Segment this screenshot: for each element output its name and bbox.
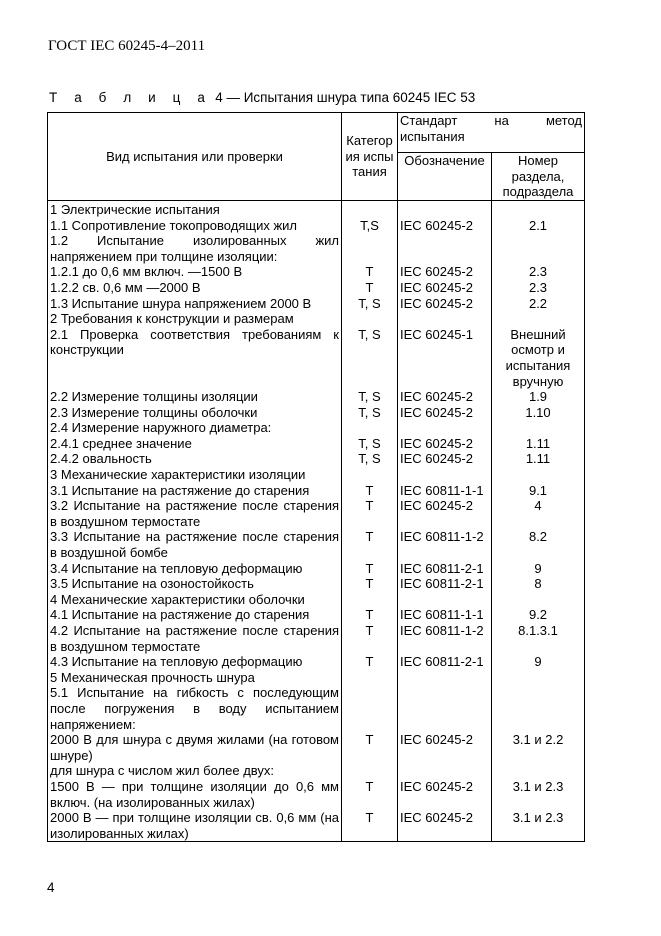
row-test-name: для шнура с числом жил более двух: bbox=[48, 763, 342, 779]
row-section: 1.10 bbox=[492, 405, 585, 421]
table-row bbox=[48, 451, 585, 467]
row-test-name: 1.1 Сопротивление токопроводящих жил bbox=[48, 218, 342, 234]
row-test-name: 3.5 Испытание на озоностойкость bbox=[48, 576, 342, 592]
header-standard bbox=[398, 113, 585, 153]
row-category: T, S bbox=[342, 451, 398, 467]
row-category: T bbox=[342, 623, 398, 654]
row-section bbox=[492, 685, 585, 732]
row-test-name: 1.2 Испытание изолированных жил напряжением при толщине изоляции: bbox=[48, 233, 342, 264]
row-section bbox=[492, 233, 585, 264]
row-section: 2.1 bbox=[492, 218, 585, 234]
table-row bbox=[48, 810, 585, 842]
row-section: 8 bbox=[492, 576, 585, 592]
row-designation: IEC 60811-2-1 bbox=[398, 561, 492, 577]
row-section: 1.11 bbox=[492, 436, 585, 452]
row-category bbox=[342, 670, 398, 686]
row-test-name: 4.1 Испытание на растяжение до старения bbox=[48, 607, 342, 623]
row-designation: IEC 60811-2-1 bbox=[398, 576, 492, 592]
row-test-name: 4.3 Испытание на тепловую деформацию bbox=[48, 654, 342, 670]
table-row bbox=[48, 763, 585, 779]
table-row bbox=[48, 280, 585, 296]
row-section: 1.9 bbox=[492, 389, 585, 405]
row-designation: IEC 60811-1-2 bbox=[398, 529, 492, 560]
table-row bbox=[48, 296, 585, 312]
table-row bbox=[48, 576, 585, 592]
header-designation: Обозначение bbox=[398, 153, 492, 201]
row-test-name: 3.1 Испытание на растяжение до старения bbox=[48, 483, 342, 499]
row-category bbox=[342, 763, 398, 779]
row-section: 4 bbox=[492, 498, 585, 529]
row-designation: IEC 60245-2 bbox=[398, 296, 492, 312]
table-row bbox=[48, 311, 585, 327]
row-category bbox=[342, 467, 398, 483]
table-row bbox=[48, 200, 585, 217]
row-test-name: 2.2 Измерение толщины изоляции bbox=[48, 389, 342, 405]
header-section-number: Номер раздела, подраздела bbox=[492, 153, 585, 201]
row-test-name: 2 Требования к конструкции и размерам bbox=[48, 311, 342, 327]
row-section: 9.1 bbox=[492, 483, 585, 499]
row-section: 2.3 bbox=[492, 280, 585, 296]
table-row bbox=[48, 467, 585, 483]
row-test-name: 2.3 Измерение толщины оболочки bbox=[48, 405, 342, 421]
table-row bbox=[48, 218, 585, 234]
row-designation: IEC 60245-1 bbox=[398, 327, 492, 389]
header-category: Категория испытания bbox=[342, 113, 398, 201]
row-designation: IEC 60245-2 bbox=[398, 451, 492, 467]
row-category: T bbox=[342, 576, 398, 592]
row-designation: IEC 60811-1-1 bbox=[398, 607, 492, 623]
header-test-kind: Вид испытания или проверки bbox=[48, 113, 342, 201]
table-row bbox=[48, 779, 585, 810]
row-test-name: 2.1 Проверка соответствия требованиям к конструкции bbox=[48, 327, 342, 389]
row-category: T bbox=[342, 498, 398, 529]
row-test-name: 2.4.1 среднее значение bbox=[48, 436, 342, 452]
row-designation: IEC 60245-2 bbox=[398, 436, 492, 452]
row-section: 3.1 и 2.3 bbox=[492, 779, 585, 810]
row-category bbox=[342, 592, 398, 608]
row-test-name: 1.3 Испытание шнура напряжением 2000 В bbox=[48, 296, 342, 312]
row-test-name: 5 Механическая прочность шнура bbox=[48, 670, 342, 686]
row-section: 3.1 и 2.3 bbox=[492, 810, 585, 842]
row-designation: IEC 60245-2 bbox=[398, 405, 492, 421]
row-test-name: 3.4 Испытание на тепловую деформацию bbox=[48, 561, 342, 577]
table-row bbox=[48, 607, 585, 623]
row-category: T bbox=[342, 561, 398, 577]
row-category: T bbox=[342, 654, 398, 670]
table-row bbox=[48, 592, 585, 608]
row-section bbox=[492, 670, 585, 686]
row-category: T bbox=[342, 779, 398, 810]
table-row bbox=[48, 264, 585, 280]
row-section bbox=[492, 420, 585, 436]
row-test-name: 4.2 Испытание на растяжение после старения в воздушном термостате bbox=[48, 623, 342, 654]
table-row bbox=[48, 389, 585, 405]
header-standard-word2: на bbox=[494, 113, 509, 128]
table-row bbox=[48, 654, 585, 670]
row-test-name: 2.4 Измерение наружного диаметра: bbox=[48, 420, 342, 436]
row-section bbox=[492, 200, 585, 217]
row-designation: IEC 60245-2 bbox=[398, 389, 492, 405]
row-test-name: 2000 В — при толщине изоляции св. 0,6 мм (на изолированных жилах) bbox=[48, 810, 342, 842]
table-caption bbox=[49, 90, 475, 105]
row-designation: IEC 60245-2 bbox=[398, 498, 492, 529]
table-caption-title: 4 — Испытания шнура типа 60245 IEC 53 bbox=[211, 90, 476, 105]
row-designation: IEC 60245-2 bbox=[398, 779, 492, 810]
row-test-name: 3.2 Испытание на растяжение после старения в воздушном термостате bbox=[48, 498, 342, 529]
row-designation bbox=[398, 592, 492, 608]
row-test-name: 3.3 Испытание на растяжение после старения в воздушной бомбе bbox=[48, 529, 342, 560]
row-designation: IEC 60811-1-2 bbox=[398, 623, 492, 654]
row-test-name: 2000 В для шнура с двумя жилами (на готовом шнуре) bbox=[48, 732, 342, 763]
row-section bbox=[492, 763, 585, 779]
table-row bbox=[48, 405, 585, 421]
row-test-name: 1.2.1 до 0,6 мм включ. —1500 В bbox=[48, 264, 342, 280]
row-test-name: 1.2.2 св. 0,6 мм —2000 В bbox=[48, 280, 342, 296]
row-designation: IEC 60245-2 bbox=[398, 280, 492, 296]
row-section bbox=[492, 592, 585, 608]
document-standard-id: ГОСТ IEC 60245-4–2011 bbox=[48, 38, 206, 54]
table-row bbox=[48, 685, 585, 732]
row-test-name: 4 Механические характеристики оболочки bbox=[48, 592, 342, 608]
tests-table bbox=[47, 112, 585, 842]
table-row bbox=[48, 498, 585, 529]
row-section: 1.11 bbox=[492, 451, 585, 467]
row-designation bbox=[398, 311, 492, 327]
row-category: T bbox=[342, 529, 398, 560]
row-designation: IEC 60811-1-1 bbox=[398, 483, 492, 499]
row-category: T, S bbox=[342, 327, 398, 389]
row-section: Внешний осмотр и испытания вручную bbox=[492, 327, 585, 389]
row-section: 2.2 bbox=[492, 296, 585, 312]
table-row bbox=[48, 233, 585, 264]
table-row bbox=[48, 327, 585, 389]
row-designation: IEC 60245-2 bbox=[398, 732, 492, 763]
row-test-name: 3 Механические характеристики изоляции bbox=[48, 467, 342, 483]
row-section: 9 bbox=[492, 654, 585, 670]
table-row bbox=[48, 561, 585, 577]
row-section: 2.3 bbox=[492, 264, 585, 280]
row-section bbox=[492, 467, 585, 483]
row-designation bbox=[398, 670, 492, 686]
header-standard-word3: метод bbox=[545, 113, 583, 128]
row-category: T bbox=[342, 280, 398, 296]
row-designation: IEC 60811-2-1 bbox=[398, 654, 492, 670]
row-section: 9 bbox=[492, 561, 585, 577]
row-category bbox=[342, 233, 398, 264]
row-category bbox=[342, 311, 398, 327]
table-row bbox=[48, 623, 585, 654]
row-category: T, S bbox=[342, 389, 398, 405]
row-category: T,S bbox=[342, 218, 398, 234]
table-row bbox=[48, 483, 585, 499]
row-category bbox=[342, 685, 398, 732]
row-test-name: 1 Электрические испытания bbox=[48, 200, 342, 217]
row-section bbox=[492, 311, 585, 327]
row-category bbox=[342, 420, 398, 436]
row-category: T bbox=[342, 810, 398, 842]
row-section: 8.2 bbox=[492, 529, 585, 560]
row-section: 8.1.3.1 bbox=[492, 623, 585, 654]
row-designation: IEC 60245-2 bbox=[398, 264, 492, 280]
row-designation: IEC 60245-2 bbox=[398, 810, 492, 842]
row-category: T bbox=[342, 264, 398, 280]
row-designation: IEC 60245-2 bbox=[398, 218, 492, 234]
row-category: T, S bbox=[342, 436, 398, 452]
row-test-name: 5.1 Испытание на гибкость с последующим после погружения в воду испытанием напряжением: bbox=[48, 685, 342, 732]
page-number: 4 bbox=[47, 880, 55, 895]
row-designation bbox=[398, 233, 492, 264]
row-designation bbox=[398, 467, 492, 483]
row-designation bbox=[398, 763, 492, 779]
row-designation bbox=[398, 685, 492, 732]
row-test-name: 2.4.2 овальность bbox=[48, 451, 342, 467]
row-category bbox=[342, 200, 398, 217]
row-section: 3.1 и 2.2 bbox=[492, 732, 585, 763]
row-category: T bbox=[342, 732, 398, 763]
row-test-name: 1500 В — при толщине изоляции до 0,6 мм включ. (на изолированных жилах) bbox=[48, 779, 342, 810]
header-standard-line2: испытания bbox=[400, 128, 465, 144]
row-category: T, S bbox=[342, 296, 398, 312]
table-row bbox=[48, 732, 585, 763]
row-category: T bbox=[342, 607, 398, 623]
row-category: T, S bbox=[342, 405, 398, 421]
table-row bbox=[48, 420, 585, 436]
header-standard-word1: Стандарт bbox=[400, 113, 458, 128]
row-designation bbox=[398, 200, 492, 217]
row-section: 9.2 bbox=[492, 607, 585, 623]
row-designation bbox=[398, 420, 492, 436]
table-caption-prefix: Т а б л и ц а bbox=[49, 90, 212, 105]
table-row bbox=[48, 436, 585, 452]
table-row bbox=[48, 670, 585, 686]
row-category: T bbox=[342, 483, 398, 499]
table-row bbox=[48, 529, 585, 560]
